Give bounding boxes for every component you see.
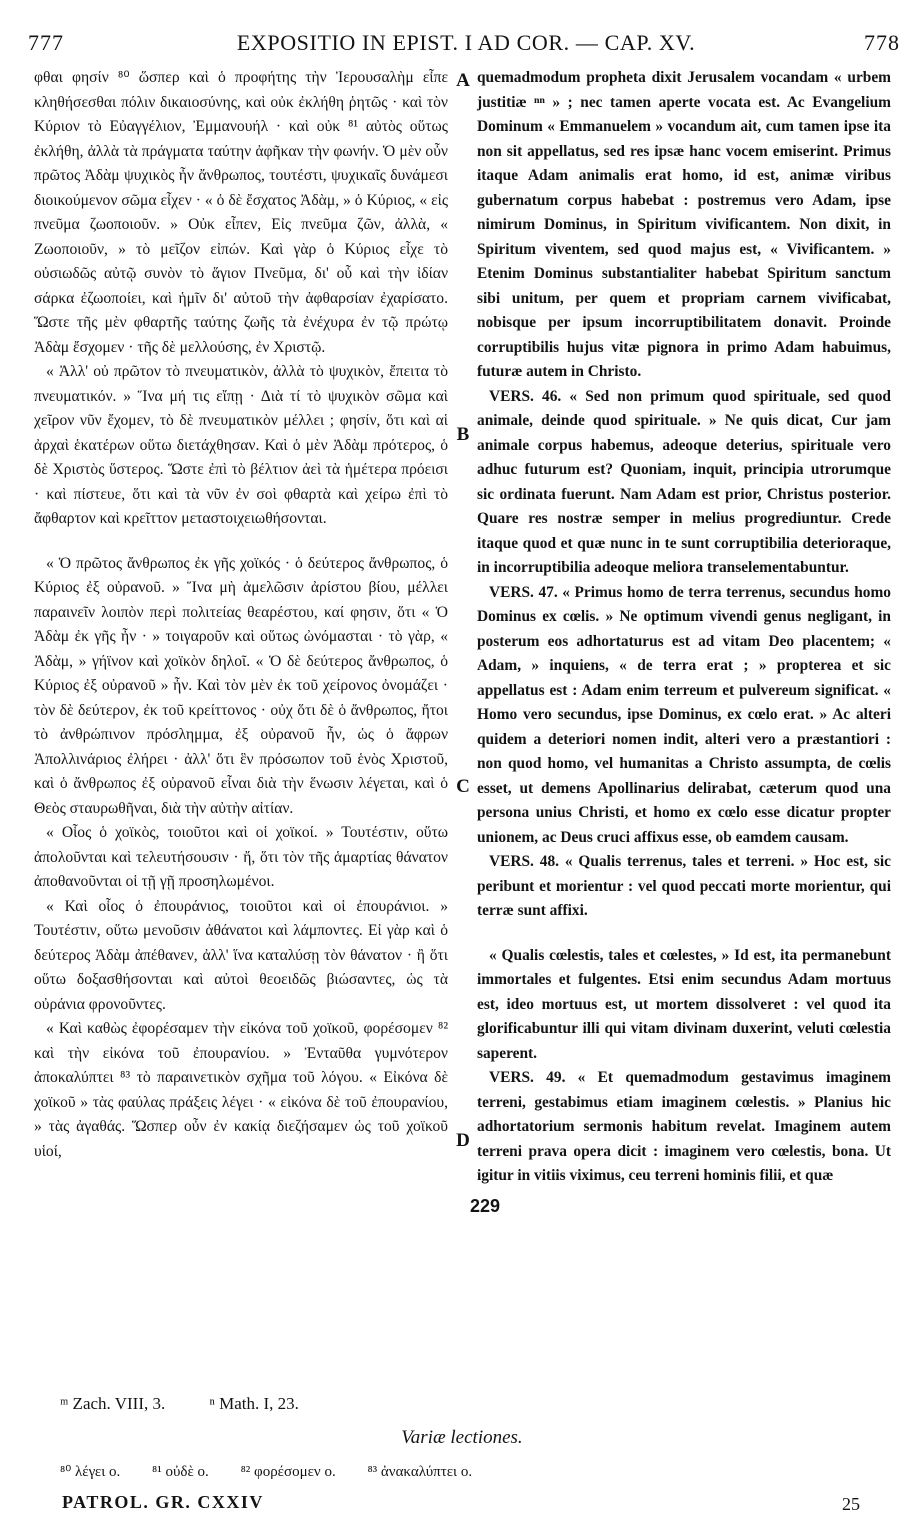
variant-reading: ⁸² φορέσομεν ο. [240, 1464, 336, 1480]
variant-reading: ⁸⁰ λέγει ο. [60, 1464, 121, 1480]
footnotes [60, 1394, 339, 1414]
column-number: 229 [470, 1196, 501, 1216]
variae-lectiones [60, 1462, 500, 1481]
greek-paragraph: « Καὶ οἷος ὁ ἐπουράνιος, τοιοῦτοι καὶ οἱ ἐπουράνιοι. » Τουτέστιν, οὕτω μενοῦσιν ἀθάνατοι καὶ λάμποντες. Εἰ γὰρ καὶ ὁ δεύτερος Ἀδὰμ ἀπέθανεν, ἀλλ' ἵνα καταλύσῃ τὸν θάνατον · ἢ ὅτι οὕτω δοξασθήσονται καὶ αὐτοὶ θεοειδῶς βιώσαντες, ὡς τὰ οὐράνια φρονοῦντες. [34, 897, 448, 1013]
patrologia-signature: PATROL. GR. CXXIV [62, 1492, 264, 1512]
margin-letter-b: B [456, 424, 470, 445]
greek-paragraph: « Ὁ πρῶτος ἄνθρωπος ἐκ γῆς χοϊκός · ὁ δεύτερος ἄνθρωπος, ὁ Κύριος ἐξ οὐρανοῦ. » Ἵνα μὴ ἀμελῶσιν ἀρίστου βίου, μέλλει παραινεῖν λοιπὸν περὶ πολιτείας θεαρέστου, καί φησιν, ὅτι « Ὁ Ἀδὰμ ἐκ γῆς ἦν · » τοιγαροῦν καὶ οὕτως ὠνόμασται · τὸ γὰρ, « Ἀδὰμ, » γήϊνον καὶ χοϊκὸν δηλοῖ. « Ὁ δὲ δεύτερος ἄνθρωπος, ὁ Κύριος ἐξ οὐρανοῦ » ἦν. Καὶ τὸν μὲν ἐκ τοῦ χείρονος ὀνομάζει · τὸν δὲ δεύτερον, ἐκ τοῦ κρείττονος · οὐχ ὅτι δὲ ὁ ἄνθρωπος, ἤτοι τὸ ἀνθρώπινον πρόσλημμα, ἐξ οὐρανοῦ ἦν, ὡς ὁ ἄφρων Ἀπολλινάριος ἐλήρει · ἀλλ' ὅτι ἓν πρόσωπον τοῦ ἑνὸς Χριστοῦ, καὶ ὁ ἄνθρωπος ἐξ οὐρανοῦ εἶναι διὰ τὴν ἕνωσιν λέγεται, καὶ ὁ Θεὸς σταυρωθῆναι, διὰ τὴν αὐτὴν αἰτίαν. [34, 554, 448, 817]
page-number-left: 777 [28, 30, 64, 55]
latin-paragraph: VERS. 47. « Primus homo de terra terrenus, secundus homo Dominus ex cœlis. » Ne optimum vivendi genus negligant, in posterum eos adhortaturus est ad vitam Deo placentem; « Adam, » inquiens, « de terra erat ; » propterea et sic appellatus est : Adam enim terreum et pulvereum significat. « Homo vero secundus, ipse Dominus, ex cœlo erat. » Ac alteri quidem a deteriori nomen indit, alteri vero a præstantiori : non quod homo, vel humanitas a Christo assumpta, de cœlis esset, ut demens Apollinarius delirabat, cæterum quod una persona unius Christi, et homo ex cœlo esse dicatur propter unionem, ac Deus cruci affixus esse, ob eamdem causam. [477, 583, 891, 846]
variant-reading: ⁸¹ οὐδὲ ο. [152, 1464, 209, 1480]
greek-paragraph: « Οἷος ὁ χοϊκὸς, τοιοῦτοι καὶ οἱ χοϊκοί. » Τουτέστιν, οὕτω ἀπολοῦνται καὶ τελευτήσουσιν · ἤ, ὅτι τὸν τῆς ἁμαρτίας θάνατον ἀποθανοῦνται οἱ τῇ γῇ προσηλωμένοι. [34, 824, 448, 890]
gathering-signature: 25 [842, 1494, 860, 1514]
margin-letter-a: A [456, 70, 470, 91]
margin-letter-c: C [456, 776, 470, 797]
latin-paragraph: « Qualis cœlestis, tales et cœlestes, » Id est, ita permanebunt immortales et fulgentes. Etsi enim secundus Adam mortuus est, ideo mortuus est, ut mortem dissolveret : vel quod ita glorificabuntur illi qui vitam divinam duxerint, veluti cœlestia saperent. [477, 946, 891, 1062]
page-number-right: 778 [864, 30, 900, 55]
margin-letter-d: D [456, 1130, 470, 1151]
latin-paragraph: VERS. 48. « Qualis terrenus, tales et terreni. » Hoc est, sic peribunt et morientur : vel quod peccati morte morientur, qui terræ sunt affixi. [477, 853, 891, 919]
greek-column [34, 66, 448, 1164]
latin-paragraph: quemadmodum propheta dixit Jerusalem vocandam « urbem justitiæ ⁿⁿ » ; nec tamen aperte vocata est. Ac Evangelium Dominum « Emmanuelem » vocandum ait, cum tamen ipse ita non sit appellatus, sed res ipsæ hanc vocem emiserint. Primus itaque Adam animalis erat homo, id est, animæ viribus gubernatum corpus habebat : postremus vero Adam, ipse nimirum Dominus, in Spiritum vivificantem. Non dixit, in Spiritum viventem, sed quod majus est, « Vivificantem. » Etenim Dominus substantialiter habebat Spiritum sanctum sibi unitum, per quem et propriam carnem vivificabat, nobisque per ipsum incorruptibilitatem donavit. Proinde corruptibilis hujus vitæ pignora in primo Adam habuimus, futuræ autem in Christo. [477, 69, 891, 380]
latin-paragraph: VERS. 46. « Sed non primum quod spirituale, sed quod animale, deinde quod spirituale. » Ne quis dicat, Cur jam animale corpus habemus, adeoque deterius, spirituale vero adhuc futurum est? Quoniam, inquit, principia utrorumque sic ordinata fuerunt. Nam Adam est prior, Christus posterior. Quare res nostræ semper in melius progrediuntur. Crede itaque quod et quæ nunc in te sunt corruptibilia deterioraque, in incorruptibilia adeoque meliora transelementabuntur. [477, 387, 891, 576]
greek-paragraph: φθαι φησίν ⁸⁰ ὥσπερ καὶ ὁ προφήτης τὴν Ἰερουσαλὴμ εἶπε κληθήσεσθαι πόλιν δικαιοσύνης, καὶ οὐκ ἐκλήθη ῥητῶς · καὶ τὸν Κύριον τὸ Εὐαγγέλιον, Ἐμμανουήλ · καὶ οὐκ ⁸¹ αὐτὸς οὕτως ἐκλήθη, ἀλλὰ τὰ πράγματα ταύτην ἀφῆκαν τὴν φωνήν. Ὁ μὲν οὖν πρῶτος Ἀδὰμ ψυχικὸς ἦν ἄνθρωπος, τουτέστι, ψυχικαῖς δυνάμεσι διοικούμενον σῶμα εἶχεν · « ὁ δὲ ἔσχατος Ἀδὰμ, » ὁ Κύριος, « εἰς πνεῦμα ζωοποιοῦν. » Οὐκ εἶπεν, Εἰς πνεῦμα ζῶν, ἀλλὰ, « Ζωοποιοῦν, » τὸ μεῖζον εἰπών. Καὶ γὰρ ὁ Κύριος εἶχε τὸ οὐσιωδῶς αὐτῷ συνὸν τὸ ἅγιον Πνεῦμα, δι' οὗ καὶ τὴν ἰδίαν σάρκα ἐζωοποίει, καὶ ἡμῖν δι' αὐτοῦ τὴν ἀφθαρσίαν ἐχαρίσατο. Ὥστε τῆς μὲν φθαρτῆς ταύτης ζωῆς τὰ ἐνέχυρα ἐν τῷ πρώτῳ Ἀδὰμ ἔσχομεν · τῆς δὲ μελλούσης, ἐν Χριστῷ. [34, 69, 448, 356]
latin-paragraph: VERS. 49. « Et quemadmodum gestavimus imaginem terreni, gestabimus etiam imaginem cœlestis. » Planius hic adhortatorium sermonis habitum revelat. Imaginem autem terreni prava opera dicit : imaginem vero cœlestis, bona. Ut igitur in vitiis viximus, ceu terreni hominis filii, et quæ [477, 1069, 891, 1184]
latin-column [477, 66, 891, 1189]
greek-paragraph: « Καὶ καθὼς ἐφορέσαμεν τὴν εἰκόνα τοῦ χοϊκοῦ, φορέσομεν ⁸² καὶ τὴν εἰκόνα τοῦ ἐπουρανίου. » Ἐνταῦθα γυμνότερον ἀποκαλύπτει ⁸³ τὸ παραινετικὸν σχῆμα τοῦ λόγου. « Εἰκόνα δὲ χοϊκοῦ » τὰς φαύλας πράξεις λέγει · « εἰκόνα δὲ τοῦ ἐπουρανίου, » τὰς ἀγαθάς. Ὥσπερ οὖν ἐν κακίᾳ διεζήσαμεν ὡς τοῦ χοϊκοῦ υἱοί, [34, 1020, 448, 1160]
page-header [28, 30, 904, 60]
variae-lectiones-title: Variæ lectiones. [401, 1427, 523, 1448]
footnote: ⁿ Math. I, 23. [209, 1394, 299, 1413]
greek-paragraph: « Ἀλλ' οὐ πρῶτον τὸ πνευματικὸν, ἀλλὰ τὸ ψυχικὸν, ἔπειτα τὸ πνευματικόν. » Ἵνα μή τις εἴπῃ · Διὰ τί τὸ ψυχικὸν σῶμα καὶ χεῖρον νῦν ἔχομεν, τὸ δὲ πνευματικὸν μέλλει ; φησίν, ὅτι καὶ αἱ ἀρχαὶ ἑκατέρων οὕτω διετάχθησαν. Καὶ ὁ μὲν Ἀδὰμ πρότερος, ὁ δὲ Χριστὸς ὕστερος. Ὥστε ἐπὶ τὸ βέλτιον ἀεὶ τὰ ἡμέτερα πρόεισι · καὶ πίστευε, ὅτι καὶ τὰ νῦν ἐν σοὶ φθαρτὰ καὶ χείρω ἐπὶ τὸ ἄφθαρτον καὶ κρεῖττον μεταστοιχειωθήσονται. [34, 363, 448, 527]
running-title: EXPOSITIO IN EPIST. I AD COR. — CAP. XV. [236, 30, 696, 55]
variant-reading: ⁸³ ἀνακαλύπτει ο. [367, 1464, 473, 1480]
footnote: ᵐ Zach. VIII, 3. [60, 1394, 166, 1413]
